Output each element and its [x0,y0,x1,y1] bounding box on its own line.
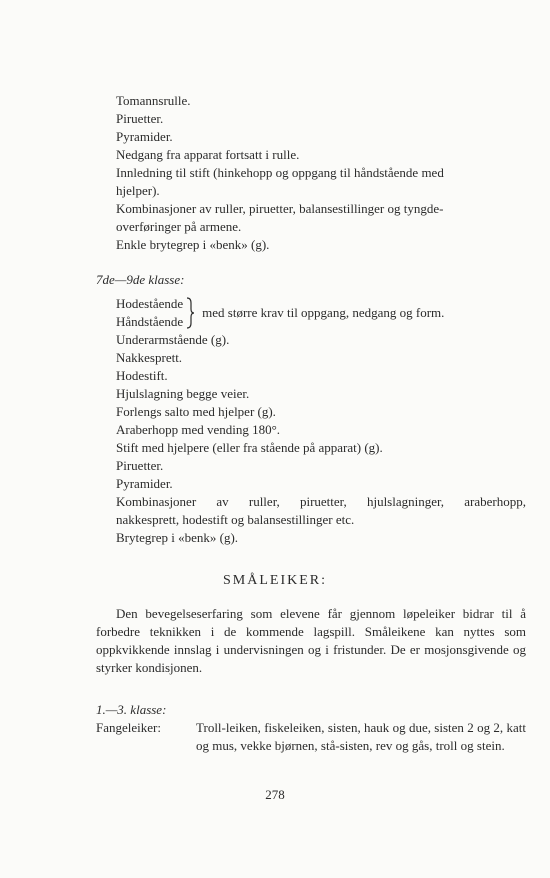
list-item: Enkle brytegrep i «benk» (g). [116,237,270,252]
brace-description: med større krav til oppgang, nedgang og form. [202,305,445,320]
list-item: Nedgang fra apparat fortsatt i rulle. [116,147,300,162]
section-title: SMÅLEIKER: [223,573,327,588]
body-paragraph [96,605,526,677]
brace-group [116,295,526,331]
list-item: Hodestående [116,296,184,311]
list-item: Innledning til stift (hinkehopp og oppgang til håndstående med [116,165,444,180]
section-heading: 1.—3. klasse: [96,702,167,717]
section-heading: 7de—9de klasse: [96,272,185,287]
list-item: Tomannsrulle. [116,93,191,108]
list-item: Piruetter. [116,111,164,126]
curly-brace-icon [186,297,194,329]
definition-text: Troll-leiken, fiskeleiken, sisten, hauk og due, sisten 2 og 2, katt og mus, vekke bjørnen, stå-sisten, rev og gås, troll og stein. [196,720,526,753]
exercise-list-top [116,92,526,254]
definition-row [96,719,526,755]
list-item: Pyramider. [116,129,173,144]
section-7-9-klasse [96,271,526,547]
exercise-list [116,295,526,547]
list-item: Kombinasjoner av ruller, piruetter, hjulslagninger, araberhopp, [116,494,526,509]
list-item-continuation: overføringer på armene. [116,219,242,234]
list-item: Araberhopp med vending 180°. [116,422,281,437]
list-item: Brytegrep i «benk» (g). [116,530,239,545]
list-item: Håndstående [116,314,184,329]
list-item: Stift med hjelpere (eller fra stående på apparat) (g). [116,440,383,455]
brace-items [116,295,183,331]
list-item: Nakkesprett. [116,350,183,365]
list-item: Hjulslagning begge veier. [116,386,250,401]
list-item-continuation: hjelper). [116,183,160,198]
list-item: Kombinasjoner av ruller, piruetter, balansestillinger og tyngde- [116,201,444,216]
section-1-3-klasse [96,701,526,755]
paragraph-text: Den bevegelseserfaring som elevene får gjennom løpeleiker bidrar til å forbedre teknikken i de kommende lagspill. Småleikene kan nyttes som oppkvikkende innslag i undervisningen og i fristunder. De er mosjonsgivende og styrker kondisjonen. [96,606,526,675]
list-item: Pyramider. [116,476,173,491]
list-item: Piruetter. [116,458,164,473]
list-item: Underarmstående (g). [116,332,230,347]
list-item: Forlengs salto med hjelper (g). [116,404,276,419]
list-item-continuation: nakkesprett, hodestift og balansestillinger etc. [116,512,355,527]
list-item: Hodestift. [116,368,168,383]
page-number: 278 [265,787,285,802]
definition-label: Fangeleiker: [96,720,161,735]
